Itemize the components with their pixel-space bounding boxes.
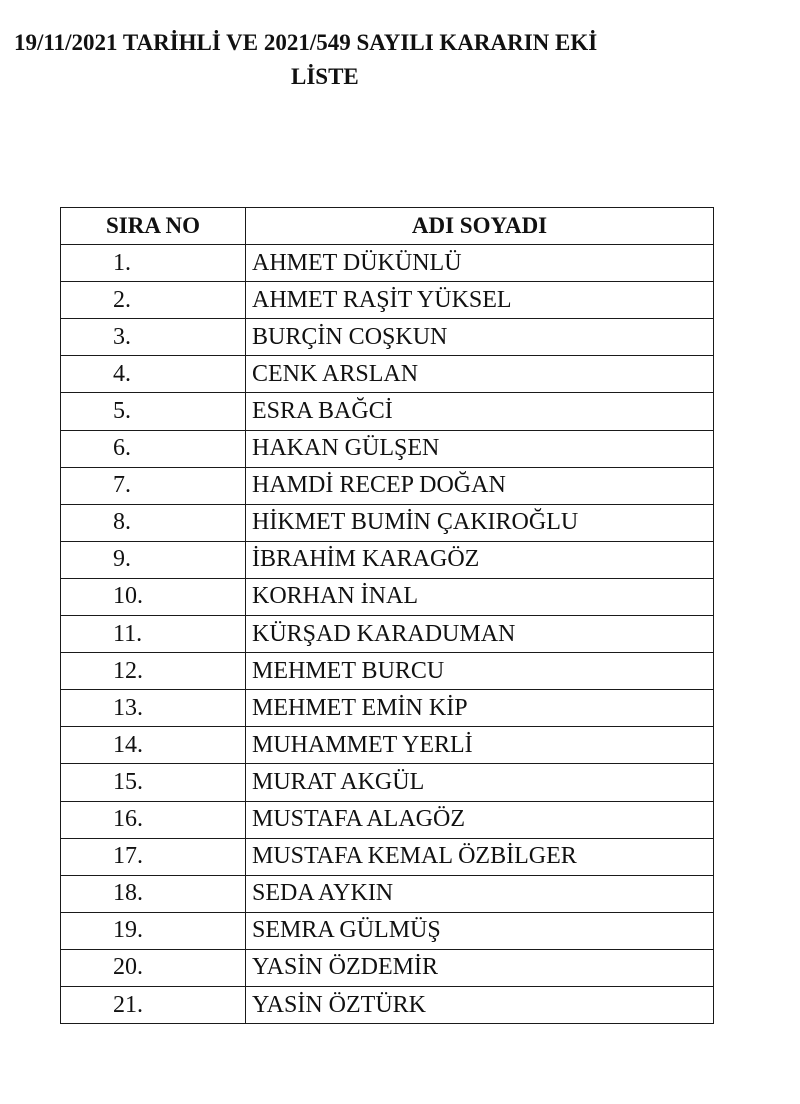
title-line-1: 19/11/2021 TARİHLİ VE 2021/549 SAYILI KARARIN EKİ: [14, 30, 598, 55]
person-name: KÜRŞAD KARADUMAN: [246, 616, 714, 653]
person-name: SEDA AYKIN: [246, 875, 714, 912]
column-header-sira-no: SIRA NO: [61, 208, 246, 245]
table-row: [61, 801, 714, 838]
person-name: AHMET DÜKÜNLÜ: [246, 245, 714, 282]
row-number: 2.: [61, 282, 246, 319]
row-number: 6.: [61, 430, 246, 467]
person-name: MUHAMMET YERLİ: [246, 727, 714, 764]
name-list-table-container: [60, 207, 713, 1024]
table-row: [61, 245, 714, 282]
row-number: 15.: [61, 764, 246, 801]
table-row: [61, 541, 714, 578]
row-number: 11.: [61, 616, 246, 653]
row-number: 18.: [61, 875, 246, 912]
table-row: [61, 393, 714, 430]
person-name: MUSTAFA KEMAL ÖZBİLGER: [246, 838, 714, 875]
row-number: 21.: [61, 986, 246, 1023]
row-number: 3.: [61, 319, 246, 356]
row-number: 10.: [61, 578, 246, 615]
table-row: [61, 764, 714, 801]
table-row: [61, 578, 714, 615]
row-number: 13.: [61, 690, 246, 727]
table-row: [61, 616, 714, 653]
row-number: 14.: [61, 727, 246, 764]
table-row: [61, 949, 714, 986]
table-row: [61, 430, 714, 467]
title-line-2: LİSTE: [291, 64, 359, 89]
name-list-table: [60, 207, 714, 1024]
row-number: 19.: [61, 912, 246, 949]
table-row: [61, 727, 714, 764]
table-row: [61, 875, 714, 912]
person-name: HAKAN GÜLŞEN: [246, 430, 714, 467]
row-number: 20.: [61, 949, 246, 986]
table-row: [61, 282, 714, 319]
row-number: 7.: [61, 467, 246, 504]
table-row: [61, 504, 714, 541]
person-name: AHMET RAŞİT YÜKSEL: [246, 282, 714, 319]
column-header-adi-soyadi: ADI SOYADI: [246, 208, 714, 245]
person-name: İBRAHİM KARAGÖZ: [246, 541, 714, 578]
row-number: 1.: [61, 245, 246, 282]
table-row: [61, 986, 714, 1023]
table-row: [61, 690, 714, 727]
table-header-row: [61, 208, 714, 245]
table-row: [61, 319, 714, 356]
row-number: 4.: [61, 356, 246, 393]
person-name: YASİN ÖZDEMİR: [246, 949, 714, 986]
person-name: YASİN ÖZTÜRK: [246, 986, 714, 1023]
row-number: 5.: [61, 393, 246, 430]
row-number: 9.: [61, 541, 246, 578]
person-name: MUSTAFA ALAGÖZ: [246, 801, 714, 838]
person-name: MURAT AKGÜL: [246, 764, 714, 801]
row-number: 8.: [61, 504, 246, 541]
table-body: [61, 245, 714, 1024]
person-name: MEHMET BURCU: [246, 653, 714, 690]
row-number: 17.: [61, 838, 246, 875]
person-name: ESRA BAĞCİ: [246, 393, 714, 430]
table-row: [61, 912, 714, 949]
table-row: [61, 838, 714, 875]
row-number: 16.: [61, 801, 246, 838]
table-row: [61, 653, 714, 690]
person-name: HAMDİ RECEP DOĞAN: [246, 467, 714, 504]
person-name: BURÇİN COŞKUN: [246, 319, 714, 356]
person-name: HİKMET BUMİN ÇAKIROĞLU: [246, 504, 714, 541]
table-row: [61, 467, 714, 504]
person-name: MEHMET EMİN KİP: [246, 690, 714, 727]
person-name: KORHAN İNAL: [246, 578, 714, 615]
person-name: CENK ARSLAN: [246, 356, 714, 393]
table-row: [61, 356, 714, 393]
row-number: 12.: [61, 653, 246, 690]
person-name: SEMRA GÜLMÜŞ: [246, 912, 714, 949]
